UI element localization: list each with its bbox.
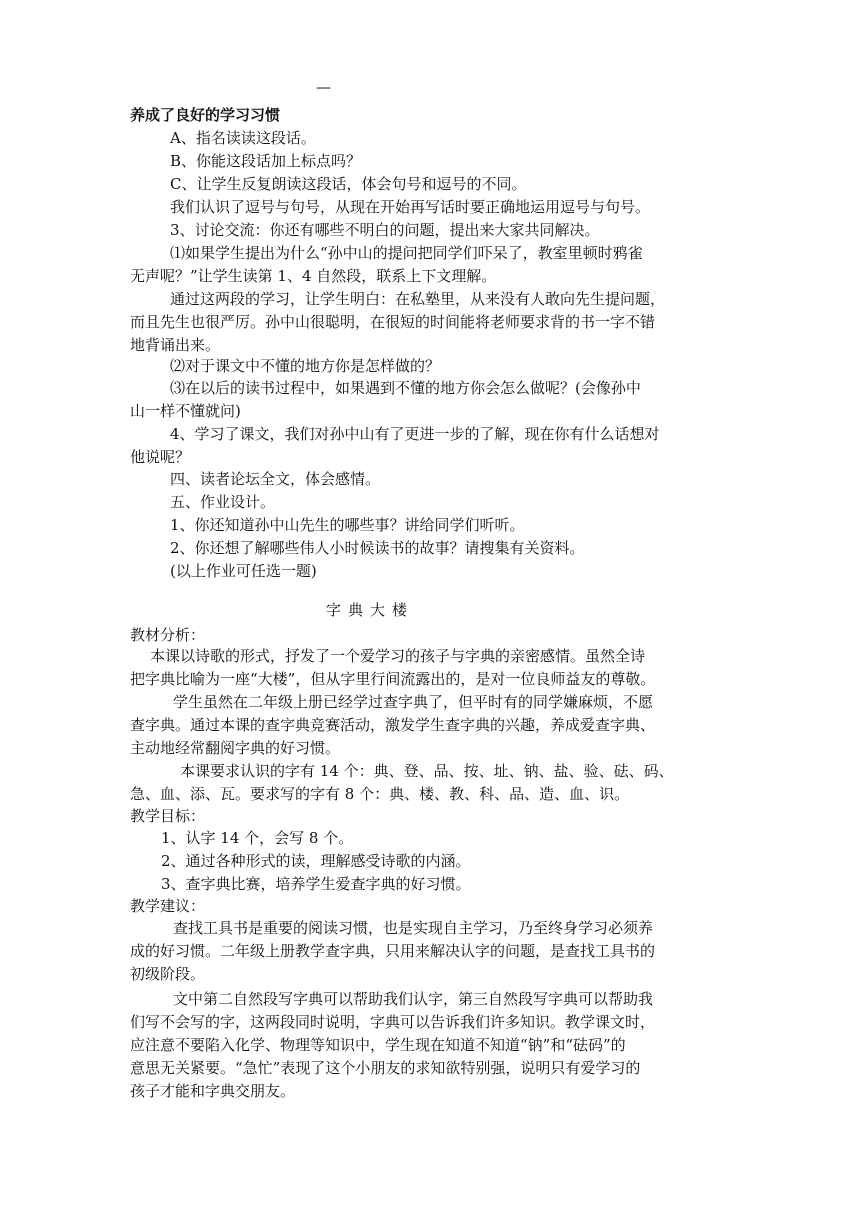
subheading: 教材分析： [130,626,206,644]
paragraph-line: 意思无关紧要。“急忙”表现了这个小朋友的求知欲特别强，说明只有爱学习的 [130,1059,641,1077]
paragraph-line: 他说呢？ [130,448,191,466]
paragraph-line: 3、查字典比赛，培养学生爱查字典的好习惯。 [161,875,471,893]
paragraph-line: 而且先生也很严厉。孙中山很聪明，在很短的时间能将老师要求背的书一字不错 [130,313,656,331]
paragraph-line: B、你能这段话加上标点吗？ [170,152,362,170]
paragraph-line: 通过这两段的学习，让学生明白：在私塾里，从来没有人敢向先生提问题， [170,290,666,308]
paragraph-line: 查字典。通过本课的查字典竞赛活动，激发学生查字典的兴趣，养成爱查字典、 [130,716,656,734]
paragraph-line: 地背诵出来。 [130,336,221,354]
paragraph-line: 本课要求认识的字有 14 个：典、登、品、按、址、钠、盐、验、砝、码、 [180,762,674,780]
paragraph-line: 2、你还想了解哪些伟人小时候读书的故事？请搜集有关资料。 [170,539,585,557]
paragraph-line: ⑵对于课文中不懂的地方你是怎样做的？ [170,357,441,375]
paragraph-line: 我们认识了逗号与句号，从现在开始再写话时要正确地运用逗号与句号。 [170,198,651,216]
paragraph-line: 4、学习了课文，我们对孙中山有了更进一步的了解，现在你有什么话想对 [170,425,660,443]
paragraph-line: 应注意不要陷入化学、物理等知识中，学生现在知道不知道“钠”和“砝码”的 [130,1036,626,1054]
paragraph-line: 孩子才能和字典交朋友。 [130,1082,296,1100]
paragraph-line: 1、你还知道孙中山先生的哪些事？讲给同学们听听。 [170,516,525,534]
paragraph-line: 查找工具书是重要的阅读习惯，也是实现自主学习，乃至终身学习必须养 [173,919,654,937]
paragraph-line: 本课以诗歌的形式，抒发了一个爱学习的孩子与字典的亲密感情。虽然全诗 [150,647,646,665]
paragraph-line: (以上作业可任选一题) [170,562,317,580]
paragraph-line: 主动地经常翻阅字典的好习惯。 [130,739,341,757]
paragraph-line: 1、认字 14 个，会写 8 个。 [161,829,354,847]
paragraph-line: 学生虽然在二年级上册已经学过查字典了，但平时有的同学嫌麻烦，不愿 [173,693,654,711]
paragraph-line: 无声呢？”让学生读第 1、4 自然段，联系上下文理解。 [130,267,497,285]
paragraph-line: C、让学生反复朗读这段话，体会句号和逗号的不同。 [170,175,527,193]
header-mark: — [316,78,331,96]
paragraph-line: 把字典比喻为一座“大楼”，但从字里行间流露出的，是对一位良师益友的尊敬。 [130,670,656,688]
paragraph-line: 急、血、添、瓦。要求写的字有 8 个：典、楼、教、科、品、造、血、识。 [130,785,630,803]
paragraph-line: 成的好习惯。二年级上册教学查字典，只用来解决认字的问题，是查找工具书的 [130,942,656,960]
paragraph-line: 文中第二自然段写字典可以帮助我们认字，第三自然段写字典可以帮助我 [173,990,654,1008]
paragraph-line: ⑶在以后的读书过程中，如果遇到不懂的地方你会怎么做呢？(会像孙中 [170,379,641,397]
subheading: 教学目标： [130,807,206,825]
paragraph-line: 3、讨论交流：你还有哪些不明白的问题，提出来大家共同解决。 [170,221,600,239]
paragraph-line: 初级阶段。 [130,965,206,983]
paragraph-line: A、指名读读这段话。 [170,129,316,147]
paragraph-line: ⑴如果学生提出为什么“孙中山的提问把同学们吓呆了，教室里顿时鸦雀 [170,244,643,262]
paragraph-line: 四、读者论坛全文，体会感情。 [170,470,381,488]
subheading: 教学建议： [130,897,206,915]
paragraph-line: 五、作业设计。 [170,493,276,511]
section-heading: 养成了良好的学习习惯 [130,106,281,124]
paragraph-line: 山一样不懂就问) [130,402,241,420]
lesson-title: 字典大楼 [325,601,414,619]
paragraph-line: 2、通过各种形式的读，理解感受诗歌的内涵。 [161,852,471,870]
paragraph-line: 们写不会写的字，这两段同时说明，字典可以告诉我们许多知识。教学课文时， [130,1013,656,1031]
